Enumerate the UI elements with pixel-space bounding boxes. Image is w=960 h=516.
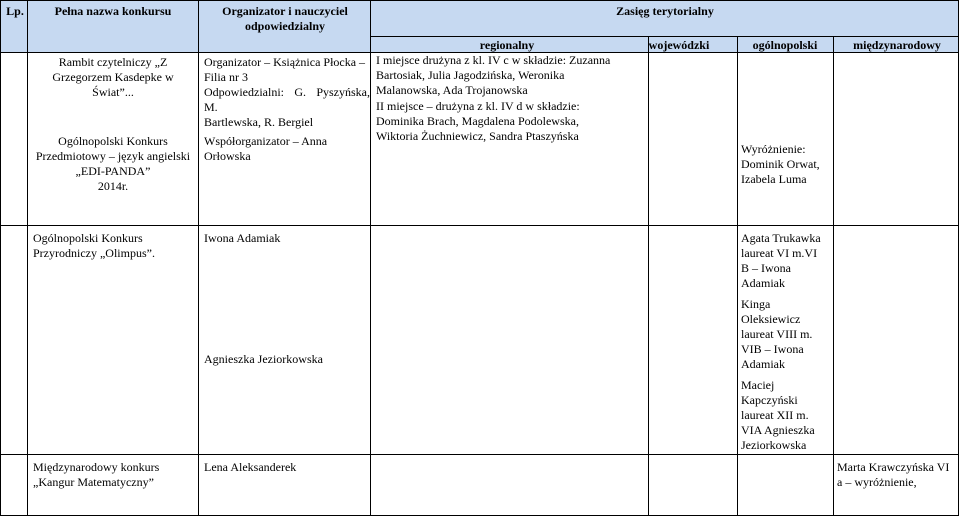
line: Adamiak — [741, 276, 785, 290]
header-sub-divider — [371, 36, 959, 37]
table-border-right — [958, 0, 959, 516]
row1-name-b — [28, 134, 198, 194]
header-bottom-divider — [0, 52, 959, 53]
line: Współorganizator – Anna — [204, 134, 328, 148]
line: Wyróżnienie: — [741, 142, 806, 156]
header-level-ogolnopolski: ogólnopolski — [752, 38, 818, 52]
row3-name — [33, 460, 198, 490]
col-divider-nazwa — [198, 0, 199, 516]
line: Oleksiewicz — [741, 312, 801, 326]
row3-miedzynarodowy — [837, 460, 959, 490]
col-divider-wojewodzki — [737, 36, 738, 516]
table-border-left — [0, 0, 1, 516]
row2-ogolnopolski-a — [741, 231, 833, 291]
line: laureat VIII m. — [741, 327, 813, 341]
row1-org-a — [204, 55, 370, 130]
line: II miejsce – drużyna z kl. IV d w składzie: — [376, 98, 580, 113]
line: Marta Krawczyńska VI — [837, 460, 950, 474]
line: Przedmiotowy – język angielski — [35, 149, 191, 163]
line: Przyrodniczy „Olimpus”. — [33, 246, 155, 260]
header-nazwa: Pełna nazwa konkursu — [54, 4, 172, 18]
line: Adamiak — [741, 357, 785, 371]
line: Bartlewska, R. Bergiel — [204, 115, 314, 129]
line: VIA Agnieszka — [741, 423, 815, 437]
col-divider-regionalny — [648, 36, 649, 516]
line: Filia nr 3 — [204, 70, 248, 84]
row2-bottom-divider — [0, 454, 959, 455]
col-divider-ogolnopolski — [833, 36, 834, 516]
row2-org-b: Agnieszka Jeziorkowska — [204, 352, 323, 366]
line: Dominik Orwat, — [741, 157, 820, 171]
line: Kapczyński — [741, 393, 798, 407]
line: Agata Trukawka — [741, 231, 821, 245]
header-level-regionalny: regionalny — [479, 38, 535, 52]
row2-name — [33, 231, 198, 261]
line: Kinga — [741, 297, 771, 311]
header-level-miedzynarodowy: międzynarodowy — [853, 38, 941, 52]
row2-ogolnopolski-b — [741, 297, 833, 372]
line: „EDI-PANDA” — [75, 164, 151, 178]
line: Dominika Brach, Magdalena Podolewska, — [376, 113, 579, 128]
row1-bottom-divider — [0, 225, 959, 226]
line: Wiktoria Żuchniewicz, Sandra Ptaszyńska — [376, 129, 579, 144]
header-lp: Lp. — [6, 4, 24, 18]
line: Świat”... — [92, 85, 134, 99]
line: Grzegorzem Kasdepke w — [52, 70, 174, 84]
row1-regional — [376, 53, 646, 144]
line: a – wyróżnienie, — [837, 475, 917, 489]
row2-ogolnopolski-c — [741, 378, 833, 453]
line: Rambit czytelniczy „Z — [58, 55, 168, 69]
row1-name-a — [28, 55, 198, 100]
line: Maciej — [741, 378, 775, 392]
line: „Kangur Matematyczny” — [33, 475, 154, 489]
col-divider-organizator — [370, 0, 371, 516]
line: Malanowska, Ada Trojanowska — [376, 83, 528, 98]
line: VIB – Iwona — [741, 342, 804, 356]
line: laureat VI m.VI — [741, 246, 818, 260]
line: laureat XII m. — [741, 408, 809, 422]
line: B – Iwona — [741, 261, 791, 275]
line: Orłowska — [204, 149, 251, 163]
line: Odpowiedzialni: G. Pyszyńska, M. — [204, 85, 370, 114]
header-organizator-text: Organizator i nauczyciel odpowiedzialny — [222, 4, 348, 33]
line: Ogólnopolski Konkurs — [33, 231, 143, 245]
table-border-top — [0, 0, 959, 1]
row2-org-a: Iwona Adamiak — [204, 231, 281, 245]
line: Ogólnopolski Konkurs — [58, 134, 168, 148]
header-level-wojewodzki: wojewódzki — [648, 38, 710, 52]
line: I miejsce drużyna z kl. IV c w składzie: Zuzanna — [376, 53, 611, 67]
line: Organizator – Książnica Płocka – — [204, 55, 366, 69]
row1-org-b — [204, 134, 370, 164]
line: 2014r. — [97, 179, 129, 193]
line: Międzynarodowy konkurs — [33, 460, 160, 474]
line: Izabela Luma — [741, 172, 807, 186]
row3-org: Lena Aleksanderek — [204, 460, 297, 474]
row1-ogolnopolski — [741, 142, 833, 187]
line: Jeziorkowska — [741, 438, 807, 452]
col-divider-lp — [27, 0, 28, 516]
header-zasieg: Zasięg terytorialny — [616, 4, 714, 18]
line: Bartosiak, Julia Jagodzińska, Weronika — [376, 68, 565, 83]
header-organizator — [200, 4, 370, 34]
